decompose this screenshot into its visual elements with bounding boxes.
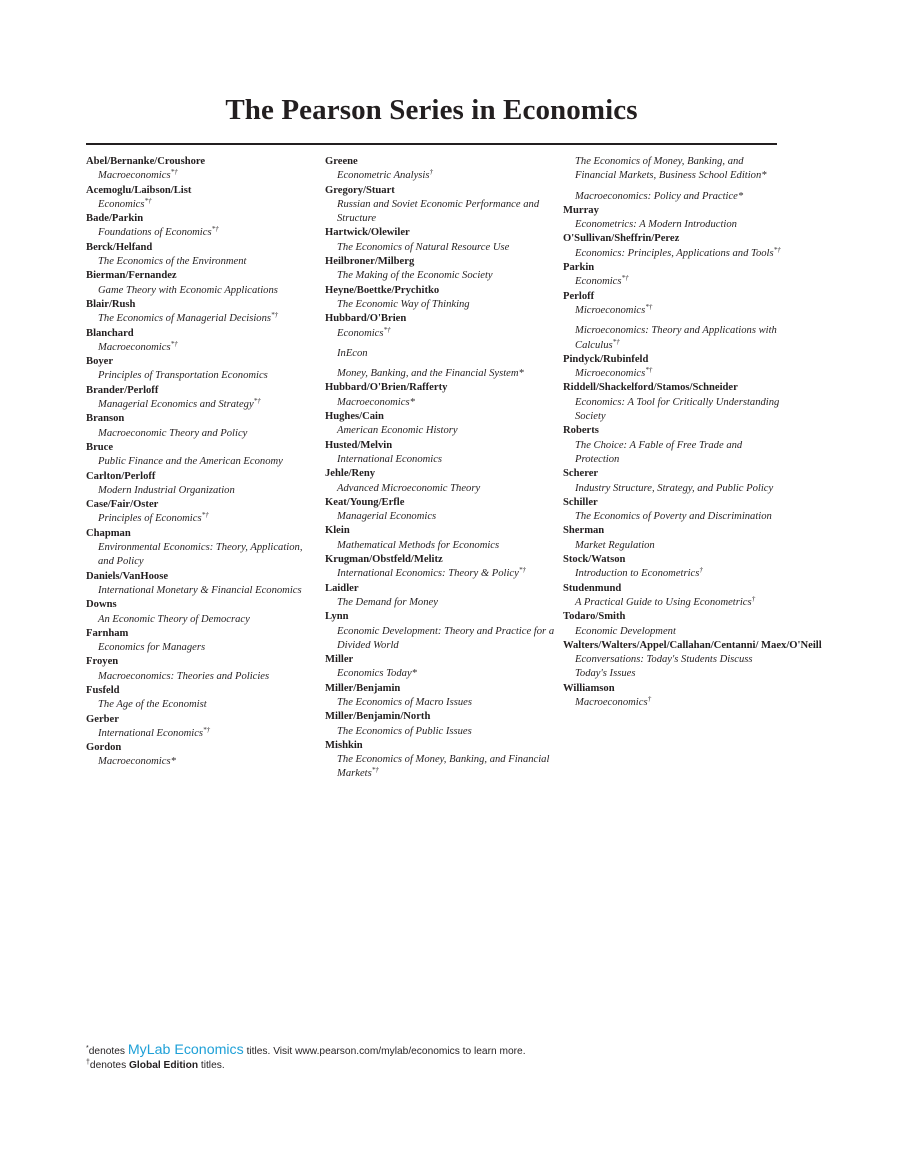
book-title: The Economic Way of Thinking [337,298,470,310]
footnote-mylab [86,1043,526,1059]
series-entry [325,184,557,227]
book-title: Macroeconomic Theory and Policy [98,427,248,439]
footnote-global-edition [86,1059,225,1073]
book-title: Modern Industrial Organization [98,484,235,496]
author-name: Hubbard/O'Brien [325,313,407,325]
book-title: Macroeconomics* [337,396,415,408]
book-title: The Economics of Money, Banking, and Financial Markets*† [337,754,550,780]
book-title: Economic Development: Theory and Practice for a Divided World [337,625,555,651]
author-name: Klein [325,525,350,537]
author-name: Perloff [563,290,595,302]
series-entry [325,467,557,496]
series-entry [563,155,783,204]
author-name: Daniels/VanHoose [86,570,169,582]
author-name: Hartwick/Olewiler [325,227,410,239]
author-name: Carlton/Perloff [86,470,156,482]
author-name: Walters/Walters/Appel/Callahan/Centanni/ Maex/O'Neill [563,639,822,651]
book-title: Environmental Economics: Theory, Application, and Policy [98,542,303,568]
author-name: Stock/Watson [563,554,626,566]
book-title: The Economics of Poverty and Discrimination [575,511,772,523]
footnote-text: denotes [88,1046,128,1057]
footnote-text: titles. Visit www.pearson.com/mylab/economics to learn more. [243,1046,526,1057]
author-name: Laidler [325,582,359,594]
series-entry [86,327,314,356]
author-name: O'Sullivan/Sheffrin/Perez [563,233,680,245]
series-entry [563,290,783,353]
series-entry [563,204,783,233]
book-title: Economics*† [337,325,391,339]
book-title: Mathematical Methods for Economics [337,539,500,551]
series-entry [86,298,314,327]
series-entry [86,684,314,713]
author-name: Hughes/Cain [325,411,384,423]
series-entry [86,384,314,413]
book-title: The Economics of Managerial Decisions*† [98,311,279,325]
author-name: Todaro/Smith [563,611,626,623]
series-entry [325,226,557,255]
author-name: Scherer [563,468,599,480]
series-entry [86,741,314,770]
author-name: Studenmund [563,582,622,594]
author-name: Keat/Young/Erfle [325,496,405,508]
series-entry [325,284,557,313]
author-name: Husted/Melvin [325,439,393,451]
book-title: Managerial Economics and Strategy*† [98,397,261,411]
series-entry [325,410,557,439]
author-name: Gordon [86,742,122,754]
author-name: Bierman/Fernandez [86,270,177,282]
series-entry [563,467,783,496]
author-name: Bade/Parkin [86,213,144,225]
series-entry [563,582,783,611]
series-entry [86,184,314,213]
book-title: Economic Development [575,625,676,637]
book-title: American Economic History [337,425,458,437]
asterisk-mark: * [86,1045,89,1052]
series-entry [325,312,557,381]
book-title: Macroeconomics* [98,756,176,768]
book-title: Public Finance and the American Economy [98,456,283,468]
book-title: Econometric Analysis† [337,168,433,182]
book-title: Foundations of Economics*† [98,225,219,239]
series-column-2 [325,155,557,782]
book-title: Econversations: Today's Students Discuss Today's Issues [575,654,753,680]
series-entry [86,655,314,684]
book-title: Macroeconomics: Policy and Practice* [575,190,744,202]
book-title: The Age of the Economist [98,699,207,711]
book-title: The Economics of Public Issues [337,725,472,737]
author-name: Williamson [563,682,615,694]
author-name: Riddell/Shackelford/Stamos/Schneider [563,382,738,394]
series-entry [325,582,557,611]
book-title: Macroeconomics*† [98,339,178,353]
book-title: A Practical Guide to Using Econometrics† [575,594,756,608]
book-title: Macroeconomics*† [98,168,178,182]
book-title: The Choice: A Fable of Free Trade and Protection [575,439,743,465]
series-entry [563,553,783,582]
book-title: Microeconomics*† [575,302,653,316]
book-title: Economics: A Tool for Critically Understanding Society [575,396,780,423]
author-name: Farnham [86,627,129,639]
book-title: Microeconomics*† [575,366,653,380]
series-entry [563,682,783,711]
series-entry [563,232,783,261]
series-entry [86,498,314,527]
book-title: Economics*† [98,196,152,210]
series-entry [86,527,314,570]
series-column-1 [86,155,314,770]
book-title: Macroeconomics: Theories and Policies [98,670,270,682]
author-name: Chapman [86,527,131,539]
series-entry [86,412,314,441]
author-name: Berck/Helfand [86,241,153,253]
author-name: Miller/Benjamin [325,682,401,694]
series-entry [563,353,783,382]
book-title: International Monetary & Financial Economics [98,584,302,596]
author-name: Gerber [86,713,119,725]
series-entry [86,212,314,241]
footnote-text: denotes [89,1060,129,1071]
book-title: Managerial Economics [337,511,437,523]
series-entry [325,155,557,184]
series-entry [563,381,783,424]
series-entry [563,610,783,639]
book-title: Economics: Principles, Applications and Tools*† [575,245,781,259]
series-entry [325,255,557,284]
book-title: InEcon [337,347,368,359]
book-title: Market Regulation [575,539,655,551]
book-title: Economics*† [575,274,629,288]
author-name: Branson [86,413,125,425]
series-entry [86,155,314,184]
title-rule [86,143,777,145]
author-name: Boyer [86,356,114,368]
series-entry [325,682,557,711]
series-entry [325,524,557,553]
book-title: Industry Structure, Strategy, and Public Policy [575,482,774,494]
book-title: Econometrics: A Modern Introduction [575,219,737,231]
series-column-3 [563,155,822,710]
series-entry [325,553,557,582]
series-entry [86,627,314,656]
series-entry [325,739,557,782]
series-entry [325,381,557,410]
author-name: Fusfeld [86,684,120,696]
book-title: Money, Banking, and the Financial System* [337,368,524,380]
book-title: Game Theory with Economic Applications [98,284,278,296]
page-title: The Pearson Series in Economics [225,94,638,126]
series-entry [86,241,314,270]
author-name: Greene [325,156,358,167]
author-name: Jehle/Reny [325,468,376,480]
book-title: The Economics of the Environment [98,256,247,268]
author-name: Mishkin [325,739,363,751]
series-entry [325,610,557,653]
author-name: Blair/Rush [86,298,136,310]
author-name: Case/Fair/Oster [86,499,159,511]
series-entry [325,439,557,468]
author-name: Miller/Benjamin/North [325,711,431,723]
author-name: Murray [563,204,599,216]
book-title: Economics Today* [337,668,417,680]
author-name: Parkin [563,262,595,274]
author-name: Brander/Perloff [86,384,159,396]
series-entry [563,496,783,525]
footnote-text: titles. [198,1060,225,1071]
author-name: Abel/Bernanke/Croushore [86,156,206,167]
book-title: Principles of Economics*† [98,511,209,525]
book-title: International Economics: Theory & Policy*† [337,566,526,580]
book-title: The Economics of Natural Resource Use [337,241,510,253]
series-entry [563,261,783,290]
author-name: Bruce [86,441,114,453]
author-name: Gregory/Stuart [325,184,395,196]
book-title: International Economics [337,453,443,465]
author-name: Downs [86,599,117,611]
author-name: Sherman [563,525,605,537]
book-title: Introduction to Econometrics† [575,566,703,580]
series-entry [563,524,783,553]
series-entry [325,496,557,525]
series-entry [563,424,783,467]
series-entry [563,639,822,682]
book-title: The Demand for Money [337,596,438,608]
series-entry [86,441,314,470]
author-name: Hubbard/O'Brien/Rafferty [325,382,448,394]
book-title: The Economics of Macro Issues [337,696,472,708]
mylab-economics-brand: MyLab Economics [127,1042,244,1058]
series-entry [86,269,314,298]
author-name: Froyen [86,656,119,668]
series-entry [86,570,314,599]
author-name: Heilbroner/Milberg [325,256,415,268]
book-title: Microeconomics: Theory and Applications with Calculus*† [575,325,777,351]
global-edition-label: Global Edition [129,1060,199,1071]
author-name: Krugman/Obstfeld/Melitz [325,554,443,566]
series-entry [86,598,314,627]
author-name: Roberts [563,425,599,437]
series-entry [86,355,314,384]
author-name: Pindyck/Rubinfeld [563,353,649,365]
book-title: Advanced Microeconomic Theory [337,482,481,494]
book-title: The Making of the Economic Society [337,270,493,282]
author-name: Lynn [325,611,349,623]
book-title: Russian and Soviet Economic Performance and Structure [337,198,540,225]
book-title: The Economics of Money, Banking, and Financial Markets, Business School Edition* [575,156,767,182]
series-entry [325,710,557,739]
series-entry [86,713,314,742]
book-title: International Economics*† [98,725,211,739]
book-title: Economics for Managers [98,642,206,654]
author-name: Blanchard [86,327,134,339]
series-entry [86,470,314,499]
author-name: Acemoglu/Laibson/List [86,184,192,196]
author-name: Heyne/Boettke/Prychitko [325,284,440,296]
book-title: An Economic Theory of Democracy [98,613,250,625]
author-name: Miller [325,654,354,666]
book-title: Principles of Transportation Economics [98,370,268,382]
dagger-mark: † [86,1059,90,1066]
book-title: Macroeconomics† [575,694,652,708]
series-entry [325,653,557,682]
author-name: Schiller [563,496,598,508]
